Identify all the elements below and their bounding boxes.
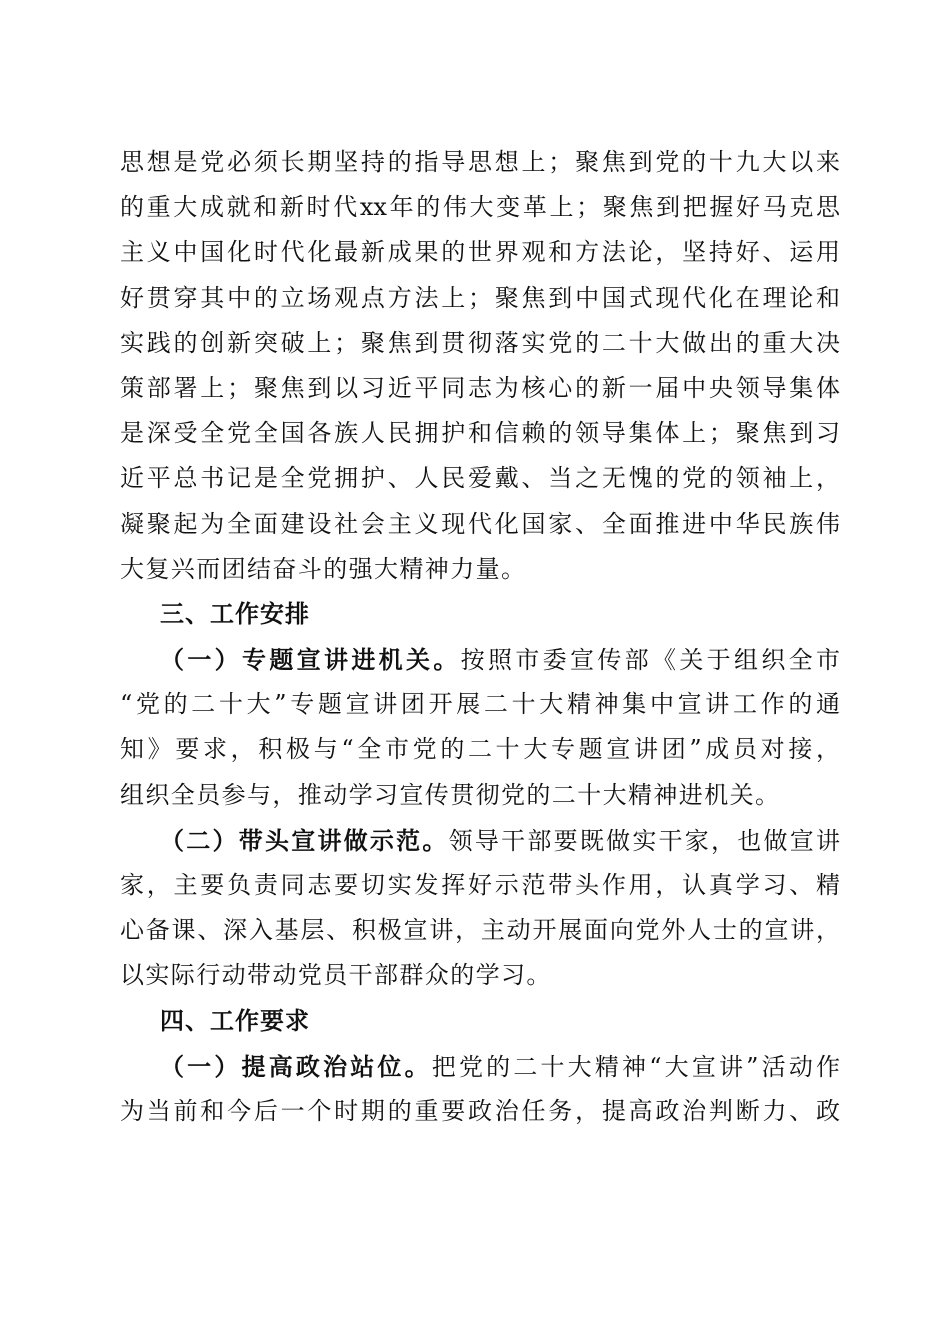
document-page (120, 140, 840, 1134)
text-line: 组织全员参与，推动学习宣传贯彻党的二十大精神进机关。 (120, 780, 781, 809)
paragraph-continuation (120, 140, 840, 592)
text-line: 心备课、深入基层、积极宣讲，主动开展面向党外人士的宣讲， (120, 916, 840, 945)
item-lead: （二）带头宣讲做示范。 (160, 825, 449, 855)
text-line: 好贯穿其中的立场观点方法上；聚焦到中国式现代化在理论和 (120, 283, 840, 312)
section-heading-work-requirements: 四、工作要求 (160, 1006, 310, 1035)
text-line: 是深受全党全国各族人民拥护和信赖的领导集体上；聚焦到习 (120, 419, 840, 448)
text-line: 家，主要负责同志要切实发挥好示范带头作用，认真学习、精 (120, 871, 840, 899)
item-political-standing (120, 1044, 840, 1134)
item-lead: （一）专题宣讲进机关。 (160, 645, 461, 675)
text-line: 近平总书记是全党拥护、人民爱戴、当之无愧的党的领袖上， (120, 464, 840, 493)
text-line: 主义中国化时代化最新成果的世界观和方法论，坚持好、运用 (120, 238, 840, 267)
item-text: 领导干部要既做实干家，也做宣讲 (448, 826, 840, 855)
item-lead-by-example (120, 818, 840, 999)
text-line: 以实际行动带动党员干部群众的学习。 (120, 961, 552, 990)
item-lead: （一）提高政治站位。 (160, 1051, 432, 1081)
item-first-line (120, 637, 840, 682)
text-line: 为当前和今后一个时期的重要政治任务，提高政治判断力、政 (120, 1096, 840, 1125)
text-line: 大复兴而团结奋斗的强大精神力量。 (120, 554, 527, 583)
text-line: 策部署上；聚焦到以习近平同志为核心的新一届中央领导集体 (120, 373, 840, 402)
text-line: 实践的创新突破上；聚焦到贯彻落实党的二十大做出的重大决 (120, 328, 840, 357)
item-first-line (120, 1044, 840, 1089)
text-line: 的重大成就和新时代xx年的伟大变革上；聚焦到把握好马克思 (120, 193, 840, 222)
section-heading-work-arrangement: 三、工作安排 (160, 599, 310, 628)
item-first-line (120, 818, 840, 863)
text-line: 思想是党必须长期坚持的指导思想上；聚焦到党的十九大以来 (120, 148, 840, 176)
text-line: 凝聚起为全面建设社会主义现代化国家、全面推进中华民族伟 (120, 509, 840, 538)
item-text: 按照市委宣传部《关于组织全市 (460, 646, 841, 675)
item-text: 把党的二十大精神“大宣讲”活动作 (431, 1052, 840, 1081)
text-line: “党的二十大”专题宣讲团开展二十大精神集中宣讲工作的通 (120, 690, 840, 719)
text-line: 知》要求，积极与“全市党的二十大专题宣讲团”成员对接， (120, 735, 840, 764)
item-thematic-lectures (120, 637, 840, 818)
